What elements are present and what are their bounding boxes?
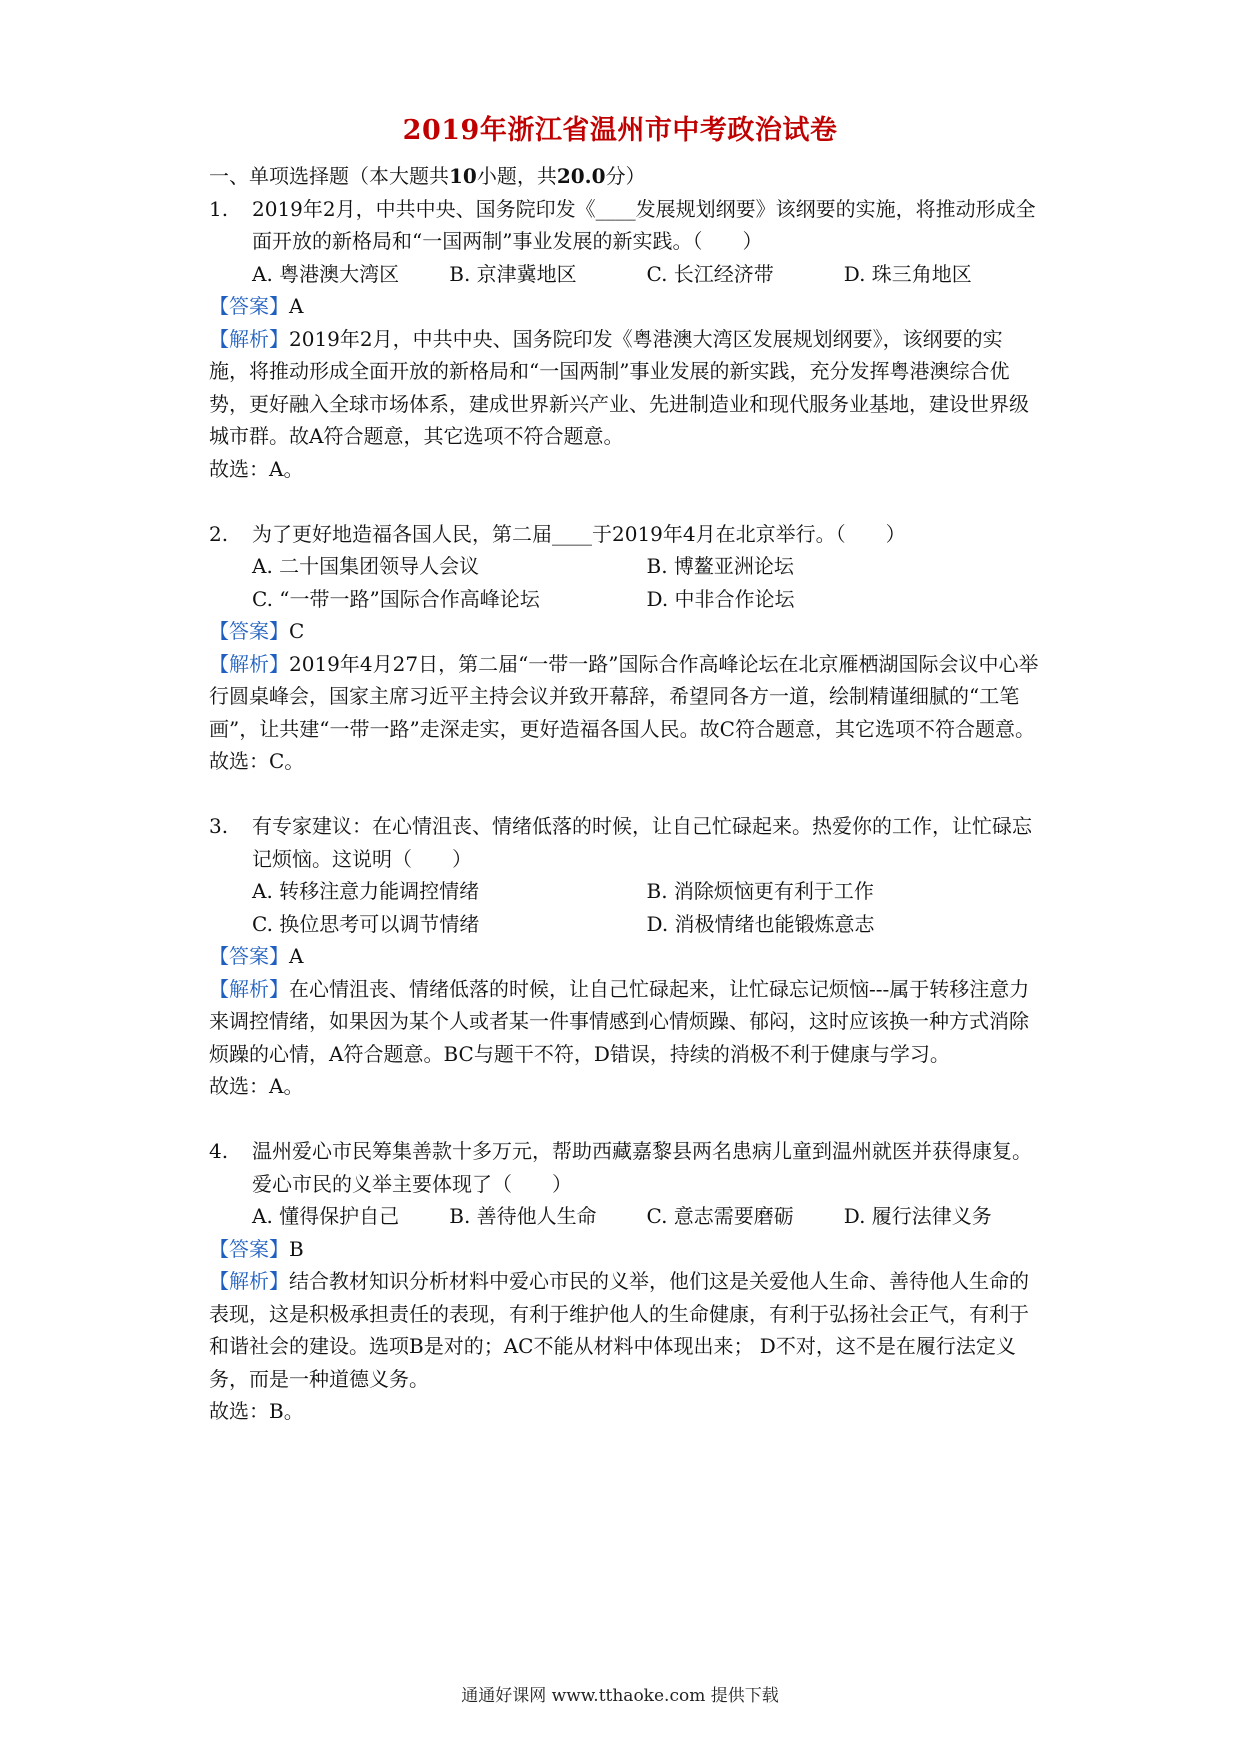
option-d: D. 消极情绪也能锻炼意志	[646, 911, 875, 936]
question-stem	[209, 518, 1041, 551]
explanation	[209, 973, 1041, 1071]
answer-line	[209, 1233, 1041, 1266]
section-heading	[209, 160, 1041, 193]
option-b: B. 博鳌亚洲论坛	[646, 554, 794, 578]
answer-line	[209, 940, 1041, 973]
answer-value: C	[289, 619, 305, 643]
options	[209, 550, 1041, 615]
option-b: B. 善待他人生命	[449, 1204, 597, 1228]
option-a: A. 转移注意力能调控情绪	[252, 879, 480, 903]
total-score: 20.0	[556, 164, 606, 188]
option-b: B. 京津冀地区	[449, 261, 577, 286]
explanation-text: 在心情沮丧、情绪低落的时候，让自己忙碌起来，让忙碌忘记烦恼---属于转移注意力来调控情绪，如果因为某个人或者某一件事情感到心情烦躁、郁闷，这时应该换一种方式消除烦躁的心情，A符合题意。BC与题干不符，D错误，持续的消极不利于健康与学习。	[209, 976, 1030, 1066]
explanation-text: 结合教材知识分析材料中爱心市民的义举，他们这是关爱他人生命、善待他人生命的表现，这是积极承担责任的表现，有利于维护他人的生命健康，有利于弘扬社会正气，有利于和谐社会的建设。选项B是对的；AC不能从材料中体现出来； D不对，这不是在履行法定义务，而是一种道德义务。	[209, 1269, 1029, 1391]
option-c: C. 换位思考可以调节情绪	[252, 911, 480, 936]
answer-value: B	[289, 1236, 304, 1261]
option-c: C. 意志需要磨砺	[646, 1204, 794, 1228]
explanation	[209, 1265, 1041, 1395]
question-number: 4.	[209, 1139, 229, 1163]
final-choice: 故选：A。	[209, 1074, 304, 1098]
explanation-label: 【解析】	[209, 651, 289, 676]
question-2	[209, 518, 1041, 778]
options	[209, 875, 1041, 940]
section-heading-suffix: 分）	[605, 164, 646, 188]
option-c: C. “一带一路”国际合作高峰论坛	[252, 586, 540, 611]
answer-label: 【答案】	[209, 1236, 289, 1261]
option-c: C. 长江经济带	[646, 261, 774, 286]
question-number: 2.	[209, 521, 229, 546]
explanation-label: 【解析】	[209, 1269, 289, 1293]
question-number: 3.	[209, 814, 229, 838]
explanation-text: 2019年2月，中共中央、国务院印发《粤港澳大湾区发展规划纲要》，该纲要的实施，将推动形成全面开放的新格局和“一国两制”事业发展的新实践，充分发挥粤港澳综合优势，更好融入全球市场体系，建成世界新兴产业、先进制造业和现代服务业基地，建设世界级城市群。故A符合题意，其它选项不符合题意。	[209, 326, 1029, 448]
question-text: 有专家建议：在心情沮丧、情绪低落的时候，让自己忙碌起来。热爱你的工作，让忙碌忘记烦恼。这说明（ ）	[252, 814, 1032, 871]
question-4	[209, 1135, 1041, 1428]
question-text: 为了更好地造福各国人民，第二届____于2019年4月在北京举行。（ ）	[252, 521, 906, 546]
final-choice: 故选：B。	[209, 1399, 304, 1423]
option-a: A. 粤港澳大湾区	[252, 261, 400, 286]
option-d: D. 履行法律义务	[843, 1204, 992, 1228]
options	[209, 1200, 1041, 1233]
question-stem	[209, 810, 1041, 875]
section-heading-mid: 小题，共	[476, 164, 557, 188]
explanation	[209, 648, 1041, 746]
answer-line	[209, 290, 1041, 323]
option-b: B. 消除烦恼更有利于工作	[646, 879, 874, 903]
answer-label: 【答案】	[209, 944, 289, 968]
answer-label: 【答案】	[209, 294, 289, 318]
page-footer: 通通好课网 www.tthaoke.com 提供下载	[461, 1686, 779, 1706]
question-text: 2019年2月，中共中央、国务院印发《____发展规划纲要》该纲要的实施，将推动形成全面开放的新格局和“一国两制”事业发展的新实践。（ ）	[252, 196, 1036, 253]
question-3	[209, 810, 1041, 1103]
option-d: D. 中非合作论坛	[646, 586, 795, 611]
explanation-label: 【解析】	[209, 976, 289, 1001]
option-a: A. 二十国集团领导人会议	[252, 554, 480, 578]
explanation-text: 2019年4月27日，第二届“一带一路”国际合作高峰论坛在北京雁栖湖国际会议中心举行圆桌峰会，国家主席习近平主持会议并致开幕辞，希望同各方一道，绘制精谨细腻的“工笔画”，让共建“一带一路”走深走实，更好造福各国人民。故C符合题意，其它选项不符合题意。	[209, 651, 1039, 741]
answer-value: A	[289, 944, 304, 968]
option-d: D. 珠三角地区	[843, 261, 972, 286]
question-1	[209, 193, 1041, 486]
final-choice: 故选：C。	[209, 749, 305, 773]
options	[209, 258, 1041, 291]
exam-content	[209, 160, 1041, 1428]
answer-label: 【答案】	[209, 619, 289, 643]
question-count: 10	[449, 164, 477, 188]
final-choice: 故选：A。	[209, 456, 304, 481]
explanation-label: 【解析】	[209, 326, 289, 351]
question-stem	[209, 193, 1041, 258]
answer-line	[209, 615, 1041, 648]
answer-value: A	[289, 294, 304, 318]
question-number: 1.	[209, 196, 229, 221]
exam-title: 2019年浙江省温州市中考政治试卷	[402, 115, 838, 146]
option-a: A. 懂得保护自己	[252, 1204, 400, 1228]
explanation	[209, 323, 1041, 453]
section-heading-prefix: 一、单项选择题（本大题共	[209, 164, 449, 188]
question-text: 温州爱心市民筹集善款十多万元，帮助西藏嘉黎县两名患病儿童到温州就医并获得康复。爱心市民的义举主要体现了（ ）	[252, 1139, 1032, 1196]
question-stem	[209, 1135, 1041, 1200]
